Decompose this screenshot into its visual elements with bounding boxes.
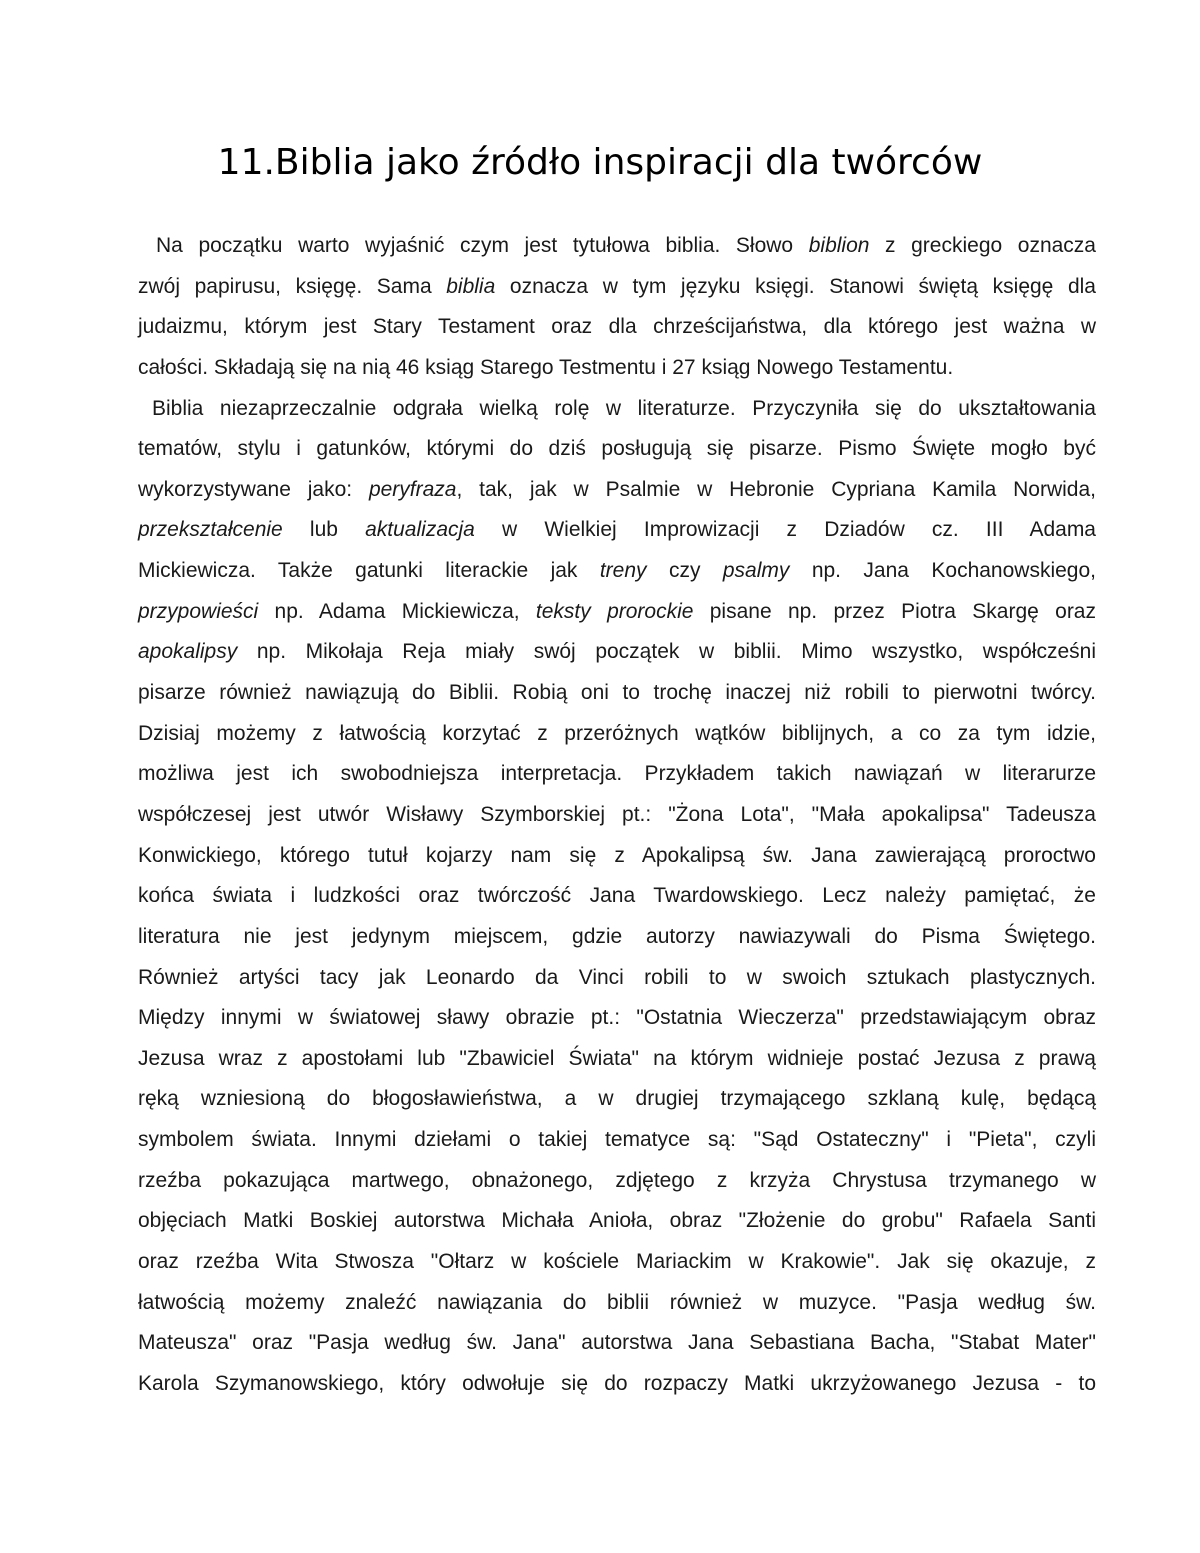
paragraph-line bbox=[138, 307, 1096, 348]
paragraph-line bbox=[138, 714, 1096, 755]
text-run: wykorzystywane jako: bbox=[138, 477, 369, 501]
paragraph-line bbox=[138, 795, 1096, 836]
text-run: z greckiego oznacza bbox=[869, 234, 1096, 257]
italic-term: psalmy bbox=[722, 559, 790, 583]
text-run: judaizmu, którym jest Stary Testament oraz dla chrześcijaństwa, dla którego jest ważna w bbox=[138, 315, 1096, 339]
text-run: końca świata i ludzkości oraz twórczość Jana Twardowskiego. Lecz należy pamiętać, że bbox=[138, 884, 1096, 908]
text-run: np. Jana Kochanowskiego, bbox=[789, 559, 1096, 583]
paragraph-line bbox=[138, 998, 1096, 1039]
paragraph-line bbox=[138, 1079, 1096, 1120]
paragraph-line bbox=[138, 632, 1096, 673]
text-run: rzeźba pokazująca martwego, obnażonego, zdjętego z krzyża Chrystusa trzymanego w bbox=[138, 1168, 1096, 1192]
text-run: np. Mikołaja Reja miały swój początek w biblii. Mimo wszystko, współcześni bbox=[237, 640, 1096, 664]
text-run: Również artyści tacy jak Leonardo da Vinci robili to w swoich sztukach plastycznych. bbox=[138, 965, 1096, 989]
text-run: Mickiewicza. Także gatunki literackie jak bbox=[138, 559, 600, 583]
paragraph-line bbox=[138, 389, 1096, 430]
paragraph-line bbox=[138, 1364, 1096, 1405]
paragraph-line bbox=[138, 836, 1096, 877]
document-body bbox=[138, 226, 1096, 1405]
italic-term: apokalipsy bbox=[138, 640, 238, 664]
document-title: 11.Biblia jako źródło inspiracji dla twórców bbox=[217, 142, 983, 183]
paragraph-line bbox=[138, 1201, 1096, 1242]
paragraph-line bbox=[138, 470, 1096, 511]
text-run: czy bbox=[646, 559, 723, 583]
text-run: Dzisiaj możemy z łatwością korzytać z przeróżnych wątków biblijnych, a co za tym idzie, bbox=[138, 721, 1096, 745]
paragraph-line bbox=[138, 510, 1096, 551]
text-run: Jezusa wraz z apostołami lub "Zbawiciel Świata" na którym widnieje postać Jezusa z prawą bbox=[138, 1046, 1096, 1070]
text-run: Mateusza" oraz "Pasja według św. Jana" autorstwa Jana Sebastiana Bacha, "Stabat Mater" bbox=[138, 1331, 1096, 1355]
paragraph-line bbox=[138, 429, 1096, 470]
text-run: współczesej jest utwór Wisławy Szymborskiej pt.: "Żona Lota", "Mała apokalipsa" Tadeusza bbox=[138, 802, 1096, 826]
paragraph-line bbox=[138, 267, 1096, 308]
text-run: Karola Szymanowskiego, który odwołuje się do rozpaczy Matki ukrzyżowanego Jezusa - to bbox=[138, 1371, 1096, 1395]
text-run: pisarze również nawiązują do Biblii. Robią oni to trochę inaczej niż robili to pierwotni twórcy. bbox=[138, 681, 1096, 705]
paragraph-line bbox=[138, 592, 1096, 633]
text-run: pisane np. przez Piotra Skargę oraz bbox=[693, 599, 1096, 623]
text-run: w Wielkiej Improwizacji z Dziadów cz. III Adama bbox=[474, 518, 1096, 542]
text-run: literatura nie jest jedynym miejscem, gdzie autorzy nawiazywali do Pisma Świętego. bbox=[138, 924, 1096, 948]
paragraph-line bbox=[138, 673, 1096, 714]
text-run: Między innymi w światowej sławy obrazie pt.: "Ostatnia Wieczerza" przedstawiającym obraz bbox=[138, 1006, 1096, 1030]
text-run: zwój papirusu, księgę. Sama bbox=[138, 274, 447, 298]
paragraph-line bbox=[138, 754, 1096, 795]
text-run: tematów, stylu i gatunków, którymi do dziś posługują się pisarze. Pismo Święte mogło być bbox=[138, 437, 1096, 461]
text-run: łatwością możemy znaleźć nawiązania do biblii również w muzyce. "Pasja według św. bbox=[138, 1290, 1096, 1314]
text-run: Konwickiego, którego tutuł kojarzy nam się z Apokalipsą św. Jana zawierającą proroctwo bbox=[138, 843, 1096, 867]
italic-term: peryfraza bbox=[368, 477, 457, 501]
paragraph-line bbox=[138, 1283, 1096, 1324]
italic-term: teksty prorockie bbox=[535, 599, 694, 623]
italic-term: przekształcenie bbox=[138, 518, 283, 542]
paragraph-line bbox=[138, 226, 1096, 267]
italic-term: biblion bbox=[808, 234, 870, 257]
text-run: np. Adama Mickiewicza, bbox=[258, 599, 536, 623]
text-run: oznacza w tym języku księgi. Stanowi świętą księgę dla bbox=[495, 274, 1096, 298]
paragraph-line bbox=[138, 958, 1096, 999]
paragraph-line bbox=[138, 1120, 1096, 1161]
italic-term: biblia bbox=[446, 274, 496, 298]
text-run: Biblia niezaprzeczalnie odgrała wielką rolę w literaturze. Przyczyniła się do ukształtowania bbox=[152, 396, 1096, 420]
italic-term: treny bbox=[599, 559, 647, 583]
text-run: objęciach Matki Boskiej autorstwa Michała Anioła, obraz "Złożenie do grobu" Rafaela Santi bbox=[138, 1209, 1096, 1233]
text-run: lub bbox=[282, 518, 366, 542]
italic-term: aktualizacja bbox=[365, 518, 475, 542]
text-run: symbolem świata. Innymi dziełami o takiej tematyce są: "Sąd Ostateczny" i "Pieta", czyli bbox=[138, 1128, 1096, 1152]
paragraph-line bbox=[138, 1039, 1096, 1080]
paragraph-line bbox=[138, 876, 1096, 917]
paragraph-line bbox=[138, 1242, 1096, 1283]
text-run: , tak, jak w Psalmie w Hebronie Cypriana Kamila Norwida, bbox=[456, 477, 1096, 501]
text-run: ręką wzniesioną do błogosławieństwa, a w drugiej trzymającego szklaną kulę, będącą bbox=[138, 1087, 1096, 1111]
text-run: Na początku warto wyjaśnić czym jest tytułowa biblia. Słowo bbox=[156, 234, 809, 257]
italic-term: przypowieści bbox=[138, 599, 259, 623]
paragraph-line bbox=[138, 551, 1096, 592]
text-run: całości. Składają się na nią 46 ksiąg Starego Testmentu i 27 ksiąg Nowego Testamentu. bbox=[138, 355, 954, 379]
paragraph-line bbox=[138, 348, 1096, 389]
paragraph-line bbox=[138, 1323, 1096, 1364]
paragraph-line bbox=[138, 1161, 1096, 1202]
text-run: oraz rzeźba Wita Stwosza "Ołtarz w kościele Mariackim w Krakowie". Jak się okazuje, z bbox=[138, 1250, 1096, 1274]
text-run: możliwa jest ich swobodniejsza interpretacja. Przykładem takich nawiązań w literarurze bbox=[138, 762, 1096, 786]
paragraph-line bbox=[138, 917, 1096, 958]
